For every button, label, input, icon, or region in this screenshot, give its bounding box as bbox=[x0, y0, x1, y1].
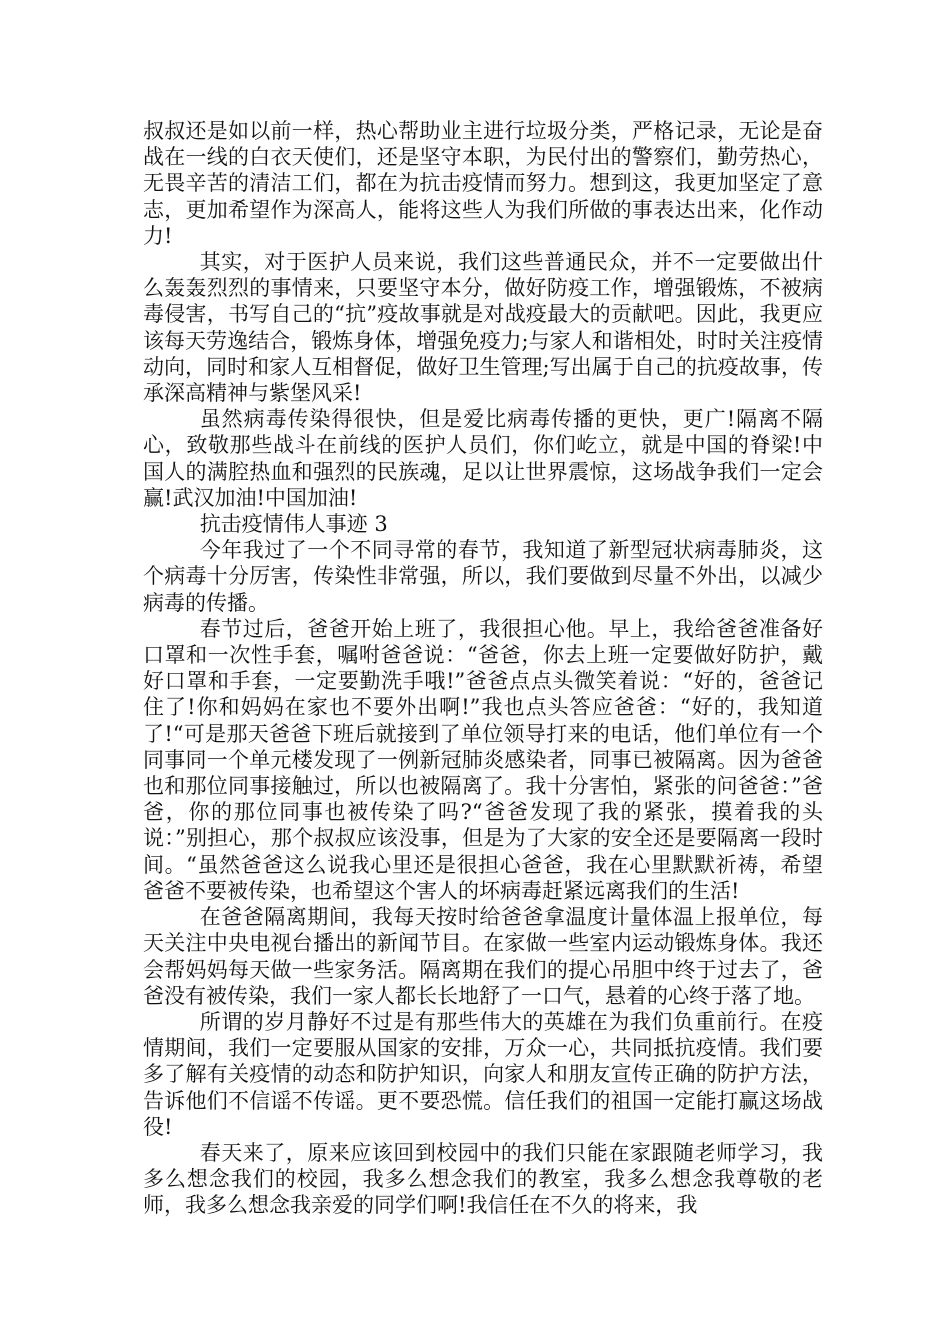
section-heading: 抗击疫情伟人事迹 3 bbox=[199, 512, 388, 537]
paragraph-continuation: 叔叔还是如以前一样，热心帮助业主进行垃圾分类，严格记录，无论是奋战在一线的白衣天使们，还是坚守本职，为民付出的警察们，勤劳热心，无畏辛苦的清洁工们，都在为抗击疫情而努力。想到这，我更加坚定了意志，更加希望作为深高人，能将这些人为我们所做的事表达出来，化作动力! bbox=[143, 119, 823, 248]
paragraph: 春节过后，爸爸开始上班了，我很担心他。早上，我给爸爸准备好口罩和一次性手套，嘱咐爸爸说：“爸爸，你去上班一定要做好防护，戴好口罩和手套，一定要勤洗手哦!”爸爸点点头微笑着说：“好的，爸爸记住了!你和妈妈在家也不要外出啊!”我也点头答应爸爸：“好的，我知道了!“可是那天爸爸下班后就接到了单位领导打来的电话，他们单位有一个同事同一个单元楼发现了一例新冠肺炎感染者，同事已被隔离。因为爸爸也和那位同事接触过，所以也被隔离了。我十分害怕，紧张的问爸爸：”爸爸，你的那位同事也被传染了吗?“爸爸发现了我的紧张，摸着我的头说：”别担心，那个叔叔应该没事，但是为了大家的安全还是要隔离一段时间。“虽然爸爸这么说我心里还是很担心爸爸，我在心里默默祈祷，希望爸爸不要被传染，也希望这个害人的坏病毒赶紧远离我们的生活! bbox=[143, 616, 823, 903]
paragraph: 今年我过了一个不同寻常的春节，我知道了新型冠状病毒肺炎，这个病毒十分厉害，传染性非常强，所以，我们要做到尽量不外出，以减少病毒的传播。 bbox=[143, 538, 823, 615]
paragraph: 其实，对于医护人员来说，我们这些普通民众，并不一定要做出什么轰轰烈烈的事情来，只要坚守本分，做好防疫工作，增强锻炼，不被病毒侵害，书写自己的“抗”疫故事就是对战疫最大的贡献吧。因此，我更应该每天劳逸结合，锻炼身体，增强免疫力;与家人和谐相处，时时关注疫情动向，同时和家人互相督促，做好卫生管理;写出属于自己的抗疫故事，传承深高精神与紫堡风采! bbox=[143, 250, 823, 406]
paragraph: 所谓的岁月静好不过是有那些伟大的英雄在为我们负重前行。在疫情期间，我们一定要服从国家的安排，万众一心，共同抵抗疫情。我们要多了解有关疫情的动态和防护知识，向家人和朋友宣传正确的防护方法，告诉他们不信谣不传谣。更不要恐慌。信任我们的祖国一定能打赢这场战役! bbox=[143, 1009, 823, 1139]
document-body bbox=[143, 118, 823, 1219]
paragraph: 虽然病毒传染得很快，但是爱比病毒传播的更快，更广!隔离不隔心，致敬那些战斗在前线的医护人员们，你们屹立，就是中国的脊梁!中国人的满腔热血和强烈的民族魂，足以让世界震惊，这场战争我们一定会赢!武汉加油!中国加油! bbox=[143, 407, 823, 510]
paragraph: 春天来了，原来应该回到校园中的我们只能在家跟随老师学习，我多么想念我们的校园，我多么想念我们的教室，我多么想念我尊敬的老师，我多么想念我亲爱的同学们啊!我信任在不久的将来，我 bbox=[143, 1140, 823, 1218]
paragraph: 在爸爸隔离期间，我每天按时给爸爸拿温度计量体温上报单位，每天关注中央电视台播出的新闻节目。在家做一些室内运动锻炼身体。我还会帮妈妈每天做一些家务活。隔离期在我们的提心吊胆中终于过去了，爸爸没有被传染，我们一家人都长长地舒了一口气，悬着的心终于落了地。 bbox=[143, 905, 823, 1008]
